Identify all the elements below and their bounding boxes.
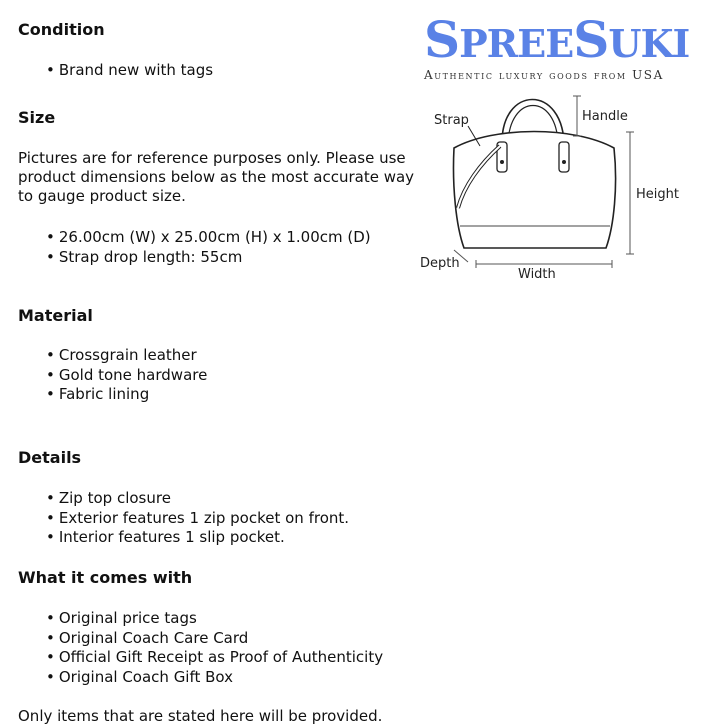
list-item: • Official Gift Receipt as Proof of Authenticity bbox=[46, 648, 383, 668]
condition-list bbox=[46, 61, 213, 81]
list-item: • Interior features 1 slip pocket. bbox=[46, 528, 349, 548]
list-item: • Strap drop length: 55cm bbox=[46, 248, 371, 268]
list-item: • Original price tags bbox=[46, 609, 383, 629]
bag-body bbox=[453, 132, 615, 249]
material-heading: Material bbox=[18, 306, 93, 325]
height-label: Height bbox=[636, 187, 679, 202]
comes-with-heading: What it comes with bbox=[18, 568, 193, 587]
footer-note: Only items that are stated here will be provided. bbox=[18, 707, 383, 725]
spreesuki-logo bbox=[424, 10, 716, 82]
list-item: • Crossgrain leather bbox=[46, 346, 207, 366]
width-label: Width bbox=[518, 267, 556, 282]
logo-tagline: Authentic luxury goods from USA bbox=[424, 68, 664, 82]
list-item: • Gold tone hardware bbox=[46, 366, 207, 386]
logo-title: SPREESUKI bbox=[424, 10, 690, 69]
depth-label: Depth bbox=[420, 256, 460, 271]
comes-with-list bbox=[46, 609, 383, 687]
list-item: • Original Coach Gift Box bbox=[46, 668, 383, 688]
details-heading: Details bbox=[18, 448, 82, 467]
size-list bbox=[46, 228, 371, 267]
material-list bbox=[46, 346, 207, 405]
list-item: • Original Coach Care Card bbox=[46, 629, 383, 649]
size-note: Pictures are for reference purposes only. Please use product dimensions below as the most accurate way to gauge product size. bbox=[18, 149, 415, 205]
list-item: • 26.00cm (W) x 25.00cm (H) x 1.00cm (D) bbox=[46, 228, 371, 248]
list-item: • Brand new with tags bbox=[46, 61, 213, 81]
strap-label: Strap bbox=[434, 113, 469, 128]
list-item: • Exterior features 1 zip pocket on front. bbox=[46, 509, 349, 529]
bag-dimension-diagram bbox=[414, 86, 714, 286]
condition-heading: Condition bbox=[18, 20, 105, 39]
size-heading: Size bbox=[18, 108, 56, 127]
handle-tab-right bbox=[559, 142, 569, 172]
details-list bbox=[46, 489, 349, 548]
handle-label: Handle bbox=[582, 109, 628, 124]
list-item: • Zip top closure bbox=[46, 489, 349, 509]
list-item: • Fabric lining bbox=[46, 385, 207, 405]
